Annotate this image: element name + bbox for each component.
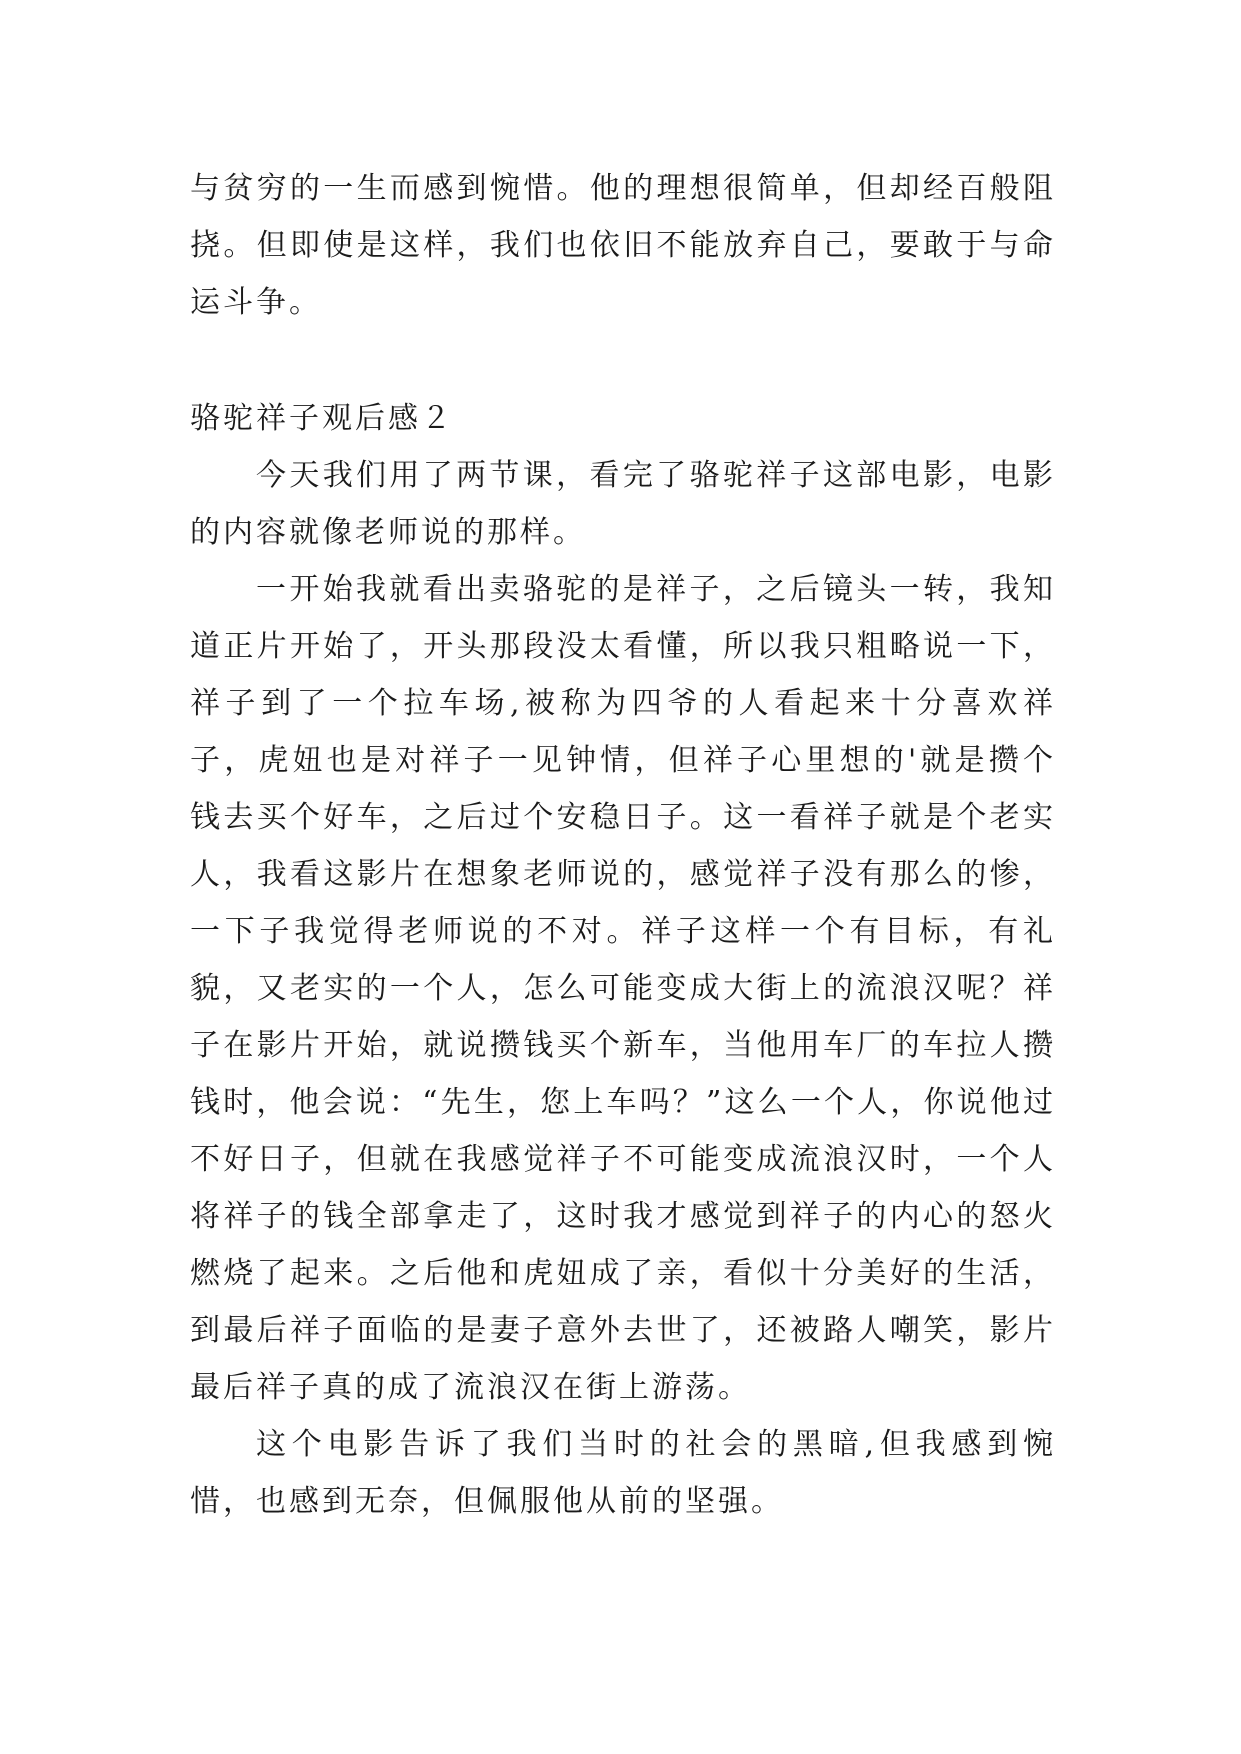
lead-paragraph: 与贫穷的一生而感到惋惜。他的理想很简单，但却经百般阻挠。但即使是这样，我们也依旧不能放弃自己，要敢于与命运斗争。 xyxy=(190,171,1056,320)
essay-paragraph: 今天我们用了两节课，看完了骆驼祥子这部电影，电影的内容就像老师说的那样。 xyxy=(190,458,1056,550)
essay-paragraph: 这个电影告诉了我们当时的社会的黑暗,但我感到惋惜，也感到无奈，但佩服他从前的坚强。 xyxy=(190,1427,1056,1519)
essay-paragraph: 一开始我就看出卖骆驼的是祥子，之后镜头一转，我知道正片开始了，开头那段没太看懂，所以我只粗略说一下，祥子到了一个拉车场,被称为四爷的人看起来十分喜欢祥子，虎妞也是对祥子一见钟情，但祥子心里想的'就是攒个钱去买个好车，之后过个安稳日子。这一看祥子就是个老实人，我看这影片在想象老师说的，感觉祥子没有那么的惨，一下子我觉得老师说的不对。祥子这样一个有目标，有礼貌，又老实的一个人，怎么可能变成大街上的流浪汉呢？祥子在影片开始，就说攒钱买个新车，当他用车厂的车拉人攒钱时，他会说：“先生，您上车吗？”这么一个人，你说他过不好日子，但就在我感觉祥子不可能变成流浪汉时，一个人将祥子的钱全部拿走了，这时我才感觉到祥子的内心的怒火燃烧了起来。之后他和虎妞成了亲，看似十分美好的生活，到最后祥子面临的是妻子意外去世了，还被路人嘲笑，影片最后祥子真的成了流浪汉在街上游荡。 xyxy=(190,572,1056,1405)
essay-section xyxy=(190,390,1056,1530)
essay-title: 骆驼祥子观后感２ xyxy=(190,401,454,436)
